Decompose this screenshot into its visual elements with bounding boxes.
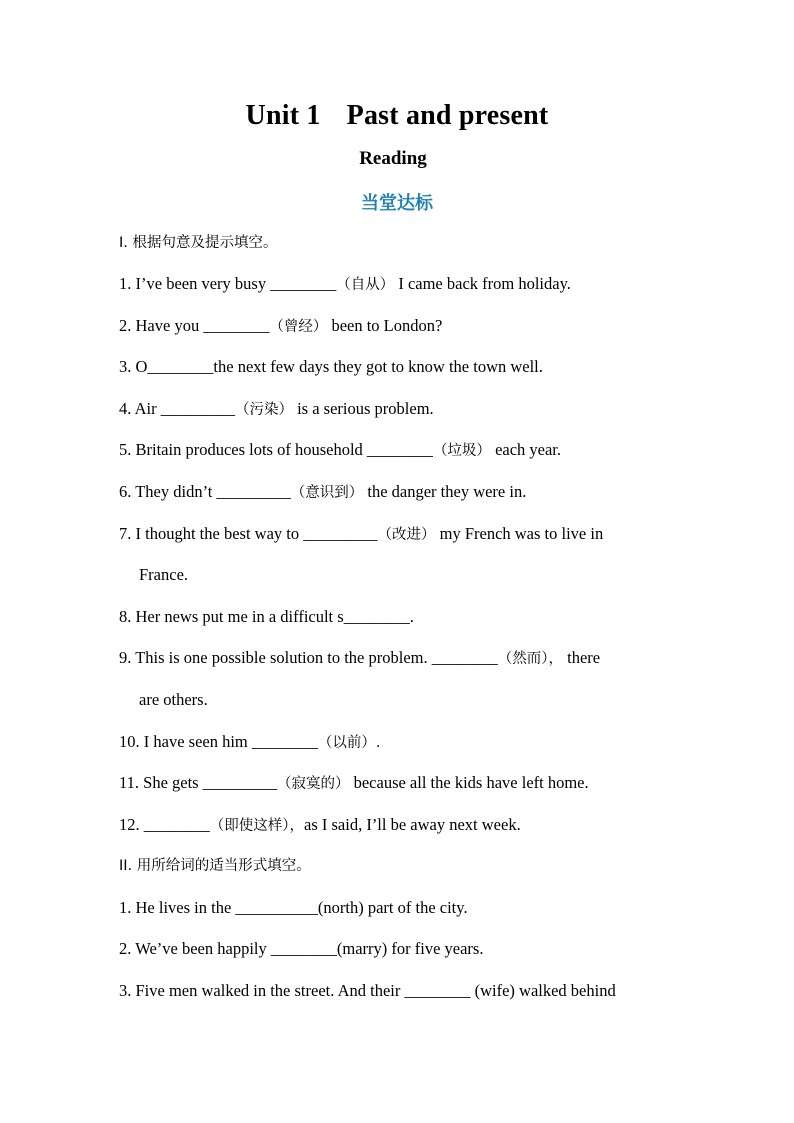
- page-subtitle: Reading: [359, 148, 427, 169]
- exercise-item-continuation: France.: [139, 565, 189, 584]
- section-label: 当堂达标: [361, 193, 433, 214]
- exercise-item: 8. Her news put me in a difficult s________.: [119, 607, 414, 626]
- exercise-item: 1. He lives in the __________(north) part of the city.: [119, 898, 468, 917]
- unit-label: Unit 1: [245, 100, 321, 131]
- part2-heading: II. 用所给词的适当形式填空。: [119, 858, 311, 874]
- exercise-item: 4. Air _________（污染） is a serious problem.: [119, 399, 434, 418]
- exercise-item: 2. We’ve been happily ________(marry) for five years.: [119, 939, 484, 958]
- page-title: [0, 100, 794, 132]
- exercise-item: 3. Five men walked in the street. And their ________ (wife) walked behind: [119, 981, 616, 1000]
- exercise-item-continuation: are others.: [139, 690, 208, 709]
- exercise-item: 11. She gets _________（寂寞的） because all the kids have left home.: [119, 773, 589, 792]
- exercise-item: 9. This is one possible solution to the problem. ________（然而）， there: [119, 648, 601, 667]
- exercise-item: 3. O________the next few days they got to know the town well.: [119, 357, 543, 376]
- exercise-item: 10. I have seen him ________（以前）.: [119, 732, 381, 751]
- exercise-item: 1. I’ve been very busy ________（自从） I came back from holiday.: [119, 274, 571, 293]
- exercise-item: 2. Have you ________（曾经） been to London?: [119, 316, 443, 335]
- unit-title: Past and present: [346, 100, 549, 131]
- exercise-item: 12. ________（即使这样），as I said, I’ll be away next week.: [119, 815, 521, 834]
- exercise-item: 7. I thought the best way to _________（改进） my French was to live in: [119, 524, 604, 543]
- exercise-item: 5. Britain produces lots of household ________（垃圾） each year.: [119, 440, 562, 459]
- exercise-item: 6. They didn’t _________（意识到） the danger they were in.: [119, 482, 527, 501]
- part1-heading: I. 根据句意及提示填空。: [119, 235, 278, 251]
